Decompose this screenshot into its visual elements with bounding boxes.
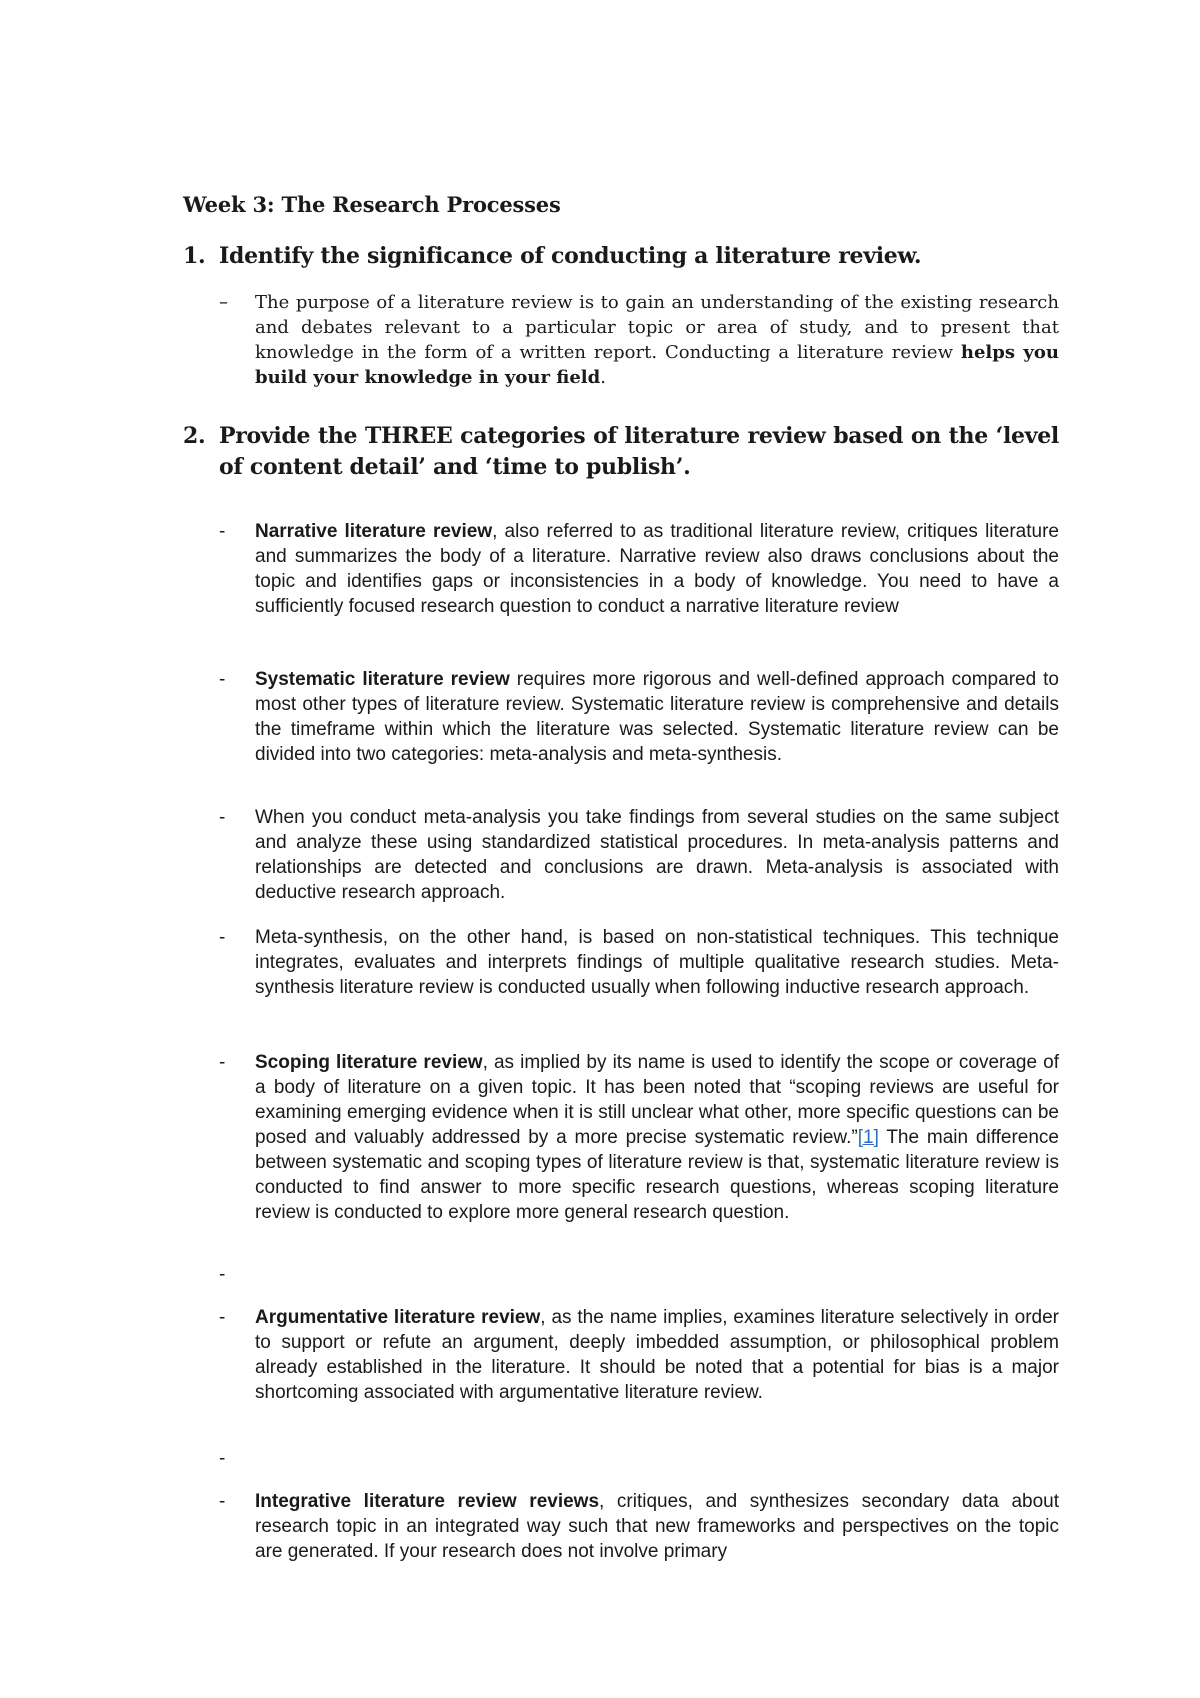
list-item-text: requires more rigorous and well-defined approach compared to most other types of literature review. Systematic literature review is comprehensive and details the timeframe within which the literature was selected. Systematic literature review can be divided into two categories: meta-analysis and meta-synthesis. [255,669,1059,765]
bullet-dash: - [219,1052,226,1073]
question-2 [183,421,1059,483]
list-item-body [255,1305,1059,1405]
list-item-integrative [219,1489,1059,1564]
question-2-number: 2. [183,423,206,449]
list-item-text: , critiques, and synthesizes secondary data about research topic in an integrated way such that new frameworks and perspectives on the topic are generated. If your research does not involve primary [255,1491,1059,1562]
bullet-dash: - [219,669,226,690]
list-item-narrative [219,519,1059,619]
bullet-dash: - [219,1307,226,1328]
list-item-text: , as the name implies, examines literature selectively in order to support or refute an argument, deeply imbedded assumption, or philosophical problem already established in the literature. It should be noted that a potential for bias is a major shortcoming associated with argumentative literature review. [255,1307,1060,1403]
bullet-dash: - [219,927,226,948]
answer-text: The purpose of a literature review is to gain an understanding of the existing research and debates relevant to a particular topic or area of study, and to present that knowledge in the form of a written report. Conducting a literature review [255,292,1059,363]
answer-bold-text: helps you build your knowledge in your field [255,342,1059,388]
list-item-text: , as implied by its name is used to identify the scope or coverage of a body of literature on a given topic. It has been noted that “scoping reviews are useful for examining emerging evidence when it is still unclear what other, more specific questions can be posed and valuably addressed by a more precise systematic review.” [255,1052,1059,1148]
list-item-systematic [219,667,1059,767]
list-item-text-continued: The main difference between systematic and scoping types of literature review is that, systematic literature review is conducted to find answer to more specific research questions, whereas scoping literature review is conducted to explore more general research question. [255,1127,1059,1223]
question-1-number: 1. [183,243,206,269]
term-scoping: Scoping literature review [255,1052,483,1073]
list-item-body [255,1489,1059,1564]
question-1 [183,241,1059,272]
question-1-answer [219,290,1059,390]
bullet-dash: - [219,521,226,542]
list-item-meta-analysis [219,805,1059,905]
term-systematic: Systematic literature review [255,669,510,690]
list-item-text: Meta-synthesis, on the other hand, is based on non-statistical techniques. This technique integrates, evaluates and interprets findings of multiple qualitative research studies. Meta-synthesis literature review is conducted usually when following inductive research approach. [255,927,1059,998]
document-title: Week 3: The Research Processes [183,192,561,217]
list-item-meta-synthesis [219,925,1059,1000]
bullet-dash: - [219,1264,226,1285]
bullet-dash: - [219,1448,226,1469]
question-2-text: Provide the THREE categories of literature review based on the ‘level of content detail’ and ‘time to publish’. [219,423,1059,480]
list-item-scoping [219,1050,1059,1225]
list-item-body [255,667,1059,767]
list-item-text: When you conduct meta-analysis you take findings from several studies on the same subject and analyze these using standardized statistical procedures. In meta-analysis patterns and relationships are detected and conclusions are drawn. Meta-analysis is associated with deductive research approach. [255,807,1059,903]
list-item-body [255,1050,1059,1225]
footnote-link[interactable]: [1] [857,1127,879,1148]
list-item-text: , also referred to as traditional literature review, critiques literature and summarizes the body of a literature. Narrative review also draws conclusions about the topic and identifies gaps or inconsistencies in a body of knowledge. You need to have a sufficiently focused research question to conduct a narrative literature review [255,521,1059,617]
bullet-dash: - [219,807,226,828]
list-item-body [255,519,1059,619]
bullet-dash: - [219,1491,226,1512]
answer-dash: – [219,292,228,313]
term-integrative: Integrative literature review reviews [255,1491,600,1512]
term-narrative: Narrative literature review [255,521,493,542]
term-argumentative: Argumentative literature review [255,1307,541,1328]
list-item-argumentative [219,1305,1059,1405]
answer-body [255,290,1059,390]
question-1-text: Identify the significance of conducting a literature review. [219,243,922,269]
answer-end: . [600,367,606,388]
